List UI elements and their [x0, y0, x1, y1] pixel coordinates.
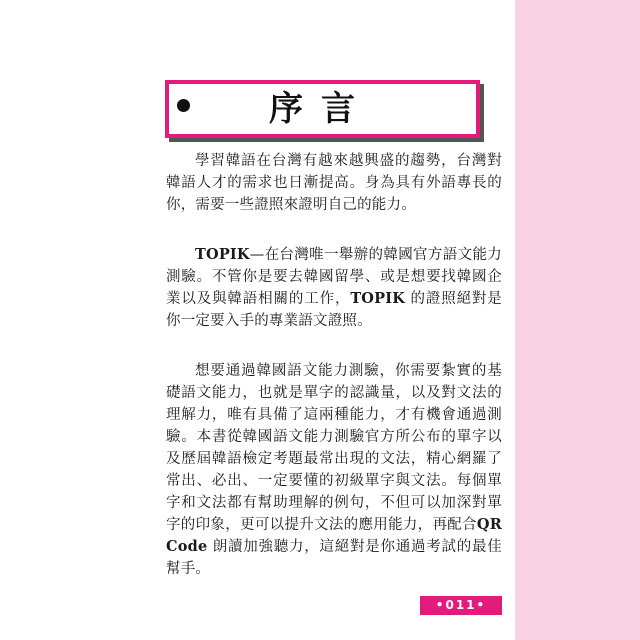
paragraph: [166, 244, 502, 332]
text-run: 想要通過韓國語文能力測驗，你需要紮實的基礎語文能力，也就是單字的認識量，以及對文法的理解力，唯有具備了這兩種能力，才有機會通過測驗。本書從韓國語文能力測驗官方所公布的單字以及歷屆韓語檢定考題最常出現的文法，精心網羅了常出、必出、一定要懂的初級單字與文法。每個單字和文法都有幫助理解的例句，不但可以加深對單字的印象，更可以提升文法的應用能力，再配合: [166, 363, 502, 533]
paragraph: [166, 150, 502, 216]
text-run: —在台灣唯一舉辦的韓國官方語文能力測驗。不管你是要去韓國留學、或是想要找韓國企業以及與韓語相關的工作，: [166, 247, 502, 307]
side-color-band: [515, 0, 640, 640]
title-box: [165, 80, 480, 138]
preface-body: [166, 150, 502, 608]
page-number: •011•: [420, 596, 502, 615]
bold-term: TOPIK: [195, 246, 250, 263]
text-run: 學習韓語在台灣有越來越興盛的趨勢，台灣對韓語人才的需求也日漸提高。身為具有外語專長的你，需要一些證照來證明自己的能力。: [166, 153, 502, 213]
bold-term: TOPIK: [350, 290, 406, 307]
bold-term: QR Code: [166, 516, 502, 555]
page-title: 序言: [269, 89, 373, 129]
text-run: 朗讀加強聽力，這絕對是你通過考試的最佳幫手。: [166, 539, 502, 577]
paragraph: [166, 360, 502, 580]
text-run: 的證照絕對是你一定要入手的專業語文證照。: [166, 291, 502, 329]
bullet-icon: [177, 99, 190, 112]
